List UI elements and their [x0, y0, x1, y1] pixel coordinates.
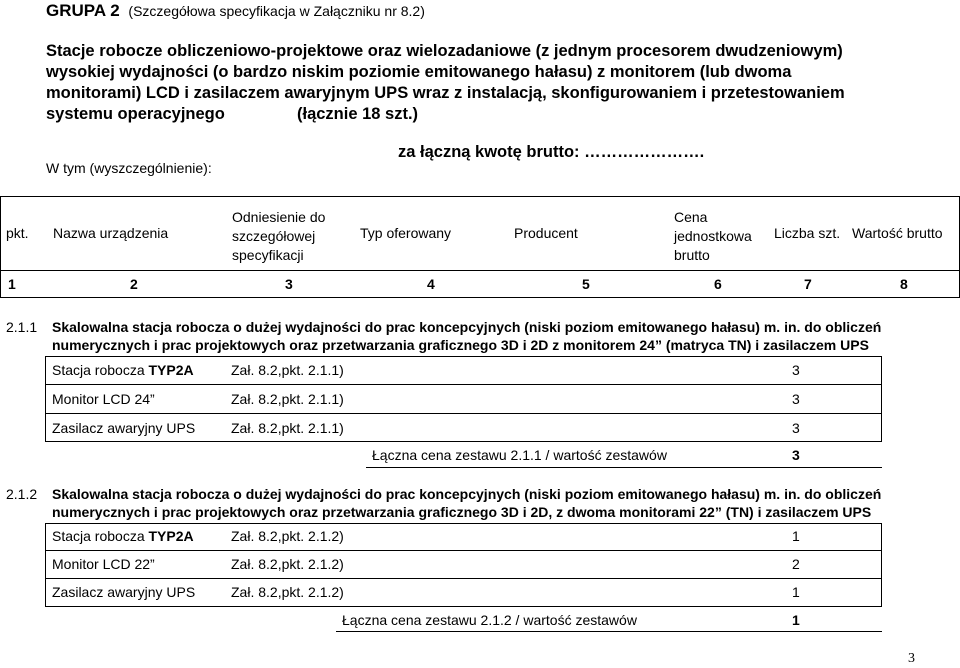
item-name-text: Stacja robocza — [52, 528, 149, 544]
item-qty: 3 — [792, 391, 800, 407]
column-number-6: 6 — [714, 276, 722, 292]
item-name — [52, 528, 194, 544]
item-ref: Zał. 8.2,pkt. 2.1.2) — [231, 556, 344, 572]
set-total-label: Łączna cena zestawu 2.1.1 / wartość zestawów — [372, 447, 667, 463]
header-cena-3: brutto — [674, 247, 710, 263]
item-name-type: TYP2A — [148, 362, 194, 378]
header-cena — [674, 208, 752, 265]
item-ref: Zał. 8.2,pkt. 2.1.1) — [231, 420, 344, 436]
item-name: Zasilacz awaryjny UPS — [52, 420, 196, 436]
group-note: (Szczegółowa specyfikacja w Załączniku nr 8.2) — [128, 3, 425, 19]
section-description-line-1: Skalowalna stacja robocza o dużej wydajności do prac koncepcyjnych (niski poziom emitowanego hałasu) m. in. do obliczeń — [52, 486, 882, 502]
header-pkt: pkt. — [6, 225, 29, 241]
header-nazwa: Nazwa urządzenia — [53, 225, 169, 241]
set-total-qty: 3 — [792, 447, 800, 463]
breakdown-label: W tym (wyszczególnienie): — [46, 160, 212, 176]
section-pkt: 2.1.1 — [6, 319, 38, 335]
intro-line-4a: systemu operacyjnego — [46, 105, 225, 123]
item-ref: Zał. 8.2,pkt. 2.1.1) — [231, 391, 344, 407]
section-2-1-2 — [0, 476, 960, 636]
section-2-1-1 — [0, 310, 960, 470]
column-number-7: 7 — [804, 276, 812, 292]
item-qty: 2 — [792, 556, 800, 572]
section-description-line-2: numerycznych i prac projektowych oraz przetwarzania graficznego 3D i 2D z monitorem 24” (matryca TN) i zasilaczem UPS — [52, 337, 869, 353]
intro-line-2: wysokiej wydajności (o bardzo niskim poziomie emitowanego hałasu) z monitorem (lub dwoma — [46, 63, 792, 81]
total-amount-label: za łączną kwotę brutto: …………………. — [398, 143, 705, 161]
item-name-type: TYP2A — [148, 528, 194, 544]
section-description-line-2: numerycznych i prac projektowych oraz przetwarzania graficznego 3D i 2D, z dwoma monitorami 22” (TN) i zasilaczem UPS — [52, 504, 872, 520]
header-odniesienie-1: Odniesienie do — [232, 209, 326, 225]
header-liczba: Liczba szt. — [774, 225, 841, 241]
item-name — [52, 362, 194, 378]
section-pkt: 2.1.2 — [6, 486, 38, 502]
item-ref: Zał. 8.2,pkt. 2.1.1) — [231, 362, 344, 378]
intro-line-4b: (łącznie 18 szt.) — [297, 105, 419, 123]
set-total-qty: 1 — [792, 612, 800, 628]
item-name: Zasilacz awaryjny UPS — [52, 584, 196, 600]
header-odniesienie-3: specyfikacji — [232, 247, 304, 263]
item-qty: 3 — [792, 420, 800, 436]
header-cena-1: Cena — [674, 209, 708, 225]
column-number-1: 1 — [8, 276, 16, 292]
intro-line-1: Stacje robocze obliczeniowo-projektowe oraz wielozadaniowe (z jednym procesorem dwudzeniowym) — [46, 42, 843, 60]
item-ref: Zał. 8.2,pkt. 2.1.2) — [231, 528, 344, 544]
column-number-3: 3 — [285, 276, 293, 292]
column-number-4: 4 — [427, 276, 435, 292]
header-typ: Typ oferowany — [360, 225, 452, 241]
intro-line-3: monitorami) LCD i zasilaczem awaryjnym UPS wraz z instalacją, skonfigurowaniem i przetestowaniem — [46, 84, 845, 102]
group-title: GRUPA 2 — [46, 1, 120, 20]
header-wartosc: Wartość brutto — [852, 225, 943, 241]
item-qty: 1 — [792, 584, 800, 600]
header-odniesienie-2: szczegółowej — [232, 228, 316, 244]
item-name: Monitor LCD 24” — [52, 391, 155, 407]
column-number-5: 5 — [582, 276, 590, 292]
page-number: 3 — [908, 651, 915, 666]
column-number-2: 2 — [130, 276, 138, 292]
header-table — [0, 196, 960, 298]
column-number-8: 8 — [900, 276, 908, 292]
item-qty: 3 — [792, 362, 800, 378]
header-producent: Producent — [514, 225, 578, 241]
header-odniesienie — [232, 208, 325, 265]
header-cena-2: jednostkowa — [674, 228, 752, 244]
group-title-line — [46, 1, 425, 21]
item-name-text: Stacja robocza — [52, 362, 149, 378]
set-total-label: Łączna cena zestawu 2.1.2 / wartość zestawów — [342, 612, 637, 628]
item-ref: Zał. 8.2,pkt. 2.1.2) — [231, 584, 344, 600]
item-qty: 1 — [792, 528, 800, 544]
section-description-line-1: Skalowalna stacja robocza o dużej wydajności do prac koncepcyjnych (niski poziom emitowanego hałasu) m. in. do obliczeń — [52, 319, 882, 335]
item-name: Monitor LCD 22” — [52, 556, 155, 572]
